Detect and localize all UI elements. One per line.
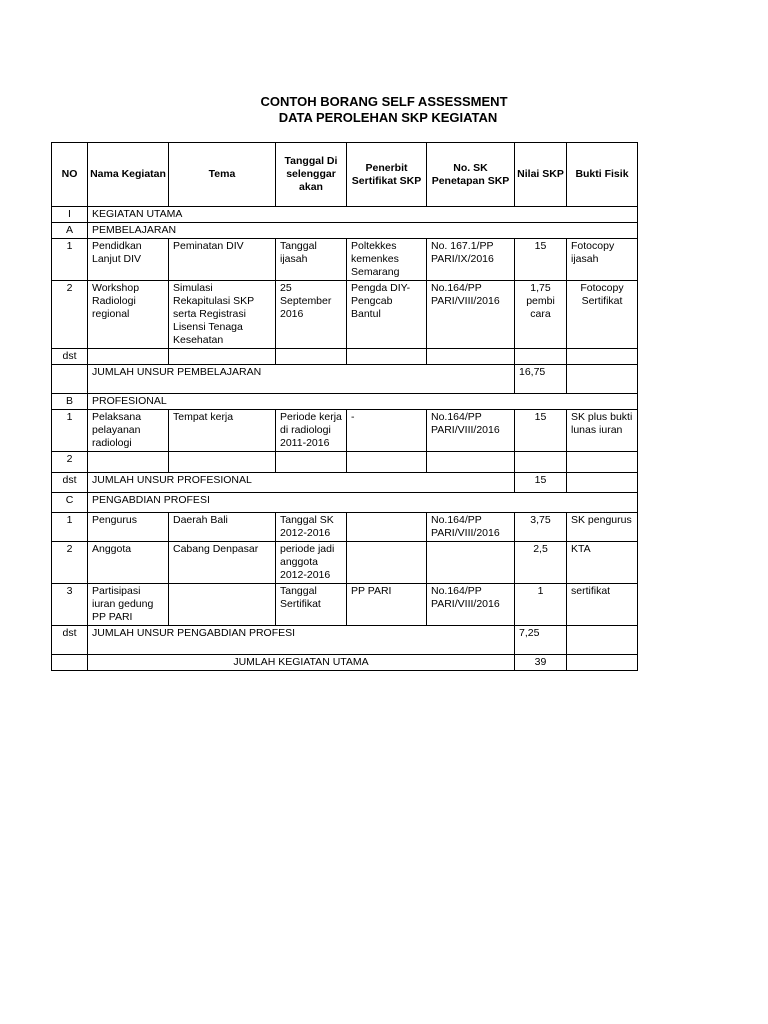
cell-tanggal: Tanggal Sertifikat bbox=[276, 584, 347, 626]
section-no: C bbox=[52, 493, 88, 513]
page-title: CONTOH BORANG SELF ASSESSMENT bbox=[260, 94, 508, 109]
cell-nilai: 15 bbox=[515, 410, 567, 452]
cell-nilai: 15 bbox=[515, 239, 567, 281]
cell-nilai: 1,75 pembi cara bbox=[515, 281, 567, 349]
cell-nilai: 1 bbox=[515, 584, 567, 626]
grand-total-row bbox=[52, 655, 638, 671]
header-nilai: Nilai SKP bbox=[515, 143, 567, 207]
cell-penerbit: Pengda DIY- Pengcab Bantul bbox=[347, 281, 427, 349]
grand-total-label: JUMLAH KEGIATAN UTAMA bbox=[88, 655, 515, 671]
cell-sk bbox=[427, 542, 515, 584]
section-row bbox=[52, 207, 638, 223]
cell-bukti: Fotocopy ijasah bbox=[567, 239, 638, 281]
total-label: JUMLAH UNSUR PROFESIONAL bbox=[88, 473, 515, 493]
total-row bbox=[52, 473, 638, 493]
header-tanggal: Tanggal Di selenggar akan bbox=[276, 143, 347, 207]
total-row bbox=[52, 365, 638, 394]
cell-tema: Tempat kerja bbox=[169, 410, 276, 452]
total-label: JUMLAH UNSUR PEMBELAJARAN bbox=[88, 365, 515, 394]
total-no: dst bbox=[52, 473, 88, 493]
section-row bbox=[52, 394, 638, 410]
header-bukti: Bukti Fisik bbox=[567, 143, 638, 207]
cell-no: 2 bbox=[52, 281, 88, 349]
cell-sk: No.164/PP PARI/VIII/2016 bbox=[427, 513, 515, 542]
table-row bbox=[52, 584, 638, 626]
cell-bukti: SK plus bukti lunas iuran bbox=[567, 410, 638, 452]
cell-penerbit bbox=[347, 542, 427, 584]
cell-tema: Daerah Bali bbox=[169, 513, 276, 542]
grand-total-nilai: 39 bbox=[515, 655, 567, 671]
cell-tanggal: Periode kerja di radiologi 2011-2016 bbox=[276, 410, 347, 452]
table-row bbox=[52, 349, 638, 365]
cell-penerbit: - bbox=[347, 410, 427, 452]
cell-bukti: Fotocopy Sertifikat bbox=[567, 281, 638, 349]
cell-sk: No.164/PP PARI/VIII/2016 bbox=[427, 410, 515, 452]
page-subtitle: DATA PEROLEHAN SKP KEGIATAN bbox=[278, 110, 498, 125]
section-label: KEGIATAN UTAMA bbox=[88, 207, 638, 223]
section-label: PEMBELAJARAN bbox=[88, 223, 638, 239]
section-no: I bbox=[52, 207, 88, 223]
total-nilai: 16,75 bbox=[515, 365, 567, 394]
cell-no: 2 bbox=[52, 542, 88, 584]
cell-no: 2 bbox=[52, 452, 88, 473]
section-row bbox=[52, 223, 638, 239]
cell-nilai: 2,5 bbox=[515, 542, 567, 584]
total-no: dst bbox=[52, 626, 88, 655]
cell-no: 1 bbox=[52, 410, 88, 452]
table-row bbox=[52, 513, 638, 542]
cell-sk: No.164/PP PARI/VIII/2016 bbox=[427, 281, 515, 349]
total-row bbox=[52, 626, 638, 655]
table-row bbox=[52, 410, 638, 452]
section-label: PENGABDIAN PROFESI bbox=[88, 493, 638, 513]
total-label: JUMLAH UNSUR PENGABDIAN PROFESI bbox=[88, 626, 515, 655]
total-nilai: 7,25 bbox=[515, 626, 567, 655]
cell-nama: Anggota bbox=[88, 542, 169, 584]
header-no: NO bbox=[52, 143, 88, 207]
table-row bbox=[52, 281, 638, 349]
header-tema: Tema bbox=[169, 143, 276, 207]
table-row bbox=[52, 452, 638, 473]
cell-nama: Workshop Radiologi regional bbox=[88, 281, 169, 349]
cell-no: 3 bbox=[52, 584, 88, 626]
section-row bbox=[52, 493, 638, 513]
cell-tanggal: Tanggal ijasah bbox=[276, 239, 347, 281]
section-no: A bbox=[52, 223, 88, 239]
cell-nilai: 3,75 bbox=[515, 513, 567, 542]
header-nama: Nama Kegiatan bbox=[88, 143, 169, 207]
table-row bbox=[52, 542, 638, 584]
cell-penerbit bbox=[347, 513, 427, 542]
section-no: B bbox=[52, 394, 88, 410]
cell-tanggal: periode jadi anggota 2012-2016 bbox=[276, 542, 347, 584]
cell-tema: Simulasi Rekapitulasi SKP serta Registrasi Lisensi Tenaga Kesehatan bbox=[169, 281, 276, 349]
cell-no: 1 bbox=[52, 239, 88, 281]
cell-tema bbox=[169, 584, 276, 626]
header-sk: No. SK Penetapan SKP bbox=[427, 143, 515, 207]
cell-no: dst bbox=[52, 349, 88, 365]
header-row bbox=[52, 143, 638, 207]
cell-tema: Peminatan DIV bbox=[169, 239, 276, 281]
cell-sk: No.164/PP PARI/VIII/2016 bbox=[427, 584, 515, 626]
cell-no: 1 bbox=[52, 513, 88, 542]
cell-nama: Pengurus bbox=[88, 513, 169, 542]
cell-tema: Cabang Denpasar bbox=[169, 542, 276, 584]
cell-bukti: SK pengurus bbox=[567, 513, 638, 542]
section-label: PROFESIONAL bbox=[88, 394, 638, 410]
cell-sk: No. 167.1/PP PARI/IX/2016 bbox=[427, 239, 515, 281]
cell-tanggal: 25 September 2016 bbox=[276, 281, 347, 349]
cell-tanggal: Tanggal SK 2012-2016 bbox=[276, 513, 347, 542]
cell-nama: Pelaksana pelayanan radiologi bbox=[88, 410, 169, 452]
total-nilai: 15 bbox=[515, 473, 567, 493]
cell-nama: Partisipasi iuran gedung PP PARI bbox=[88, 584, 169, 626]
cell-penerbit: Poltekkes kemenkes Semarang bbox=[347, 239, 427, 281]
cell-bukti: KTA bbox=[567, 542, 638, 584]
header-penerbit: Penerbit Sertifikat SKP bbox=[347, 143, 427, 207]
skp-table bbox=[51, 142, 638, 671]
table-row bbox=[52, 239, 638, 281]
cell-penerbit: PP PARI bbox=[347, 584, 427, 626]
cell-bukti: sertifikat bbox=[567, 584, 638, 626]
cell-nama: Pendidkan Lanjut DIV bbox=[88, 239, 169, 281]
